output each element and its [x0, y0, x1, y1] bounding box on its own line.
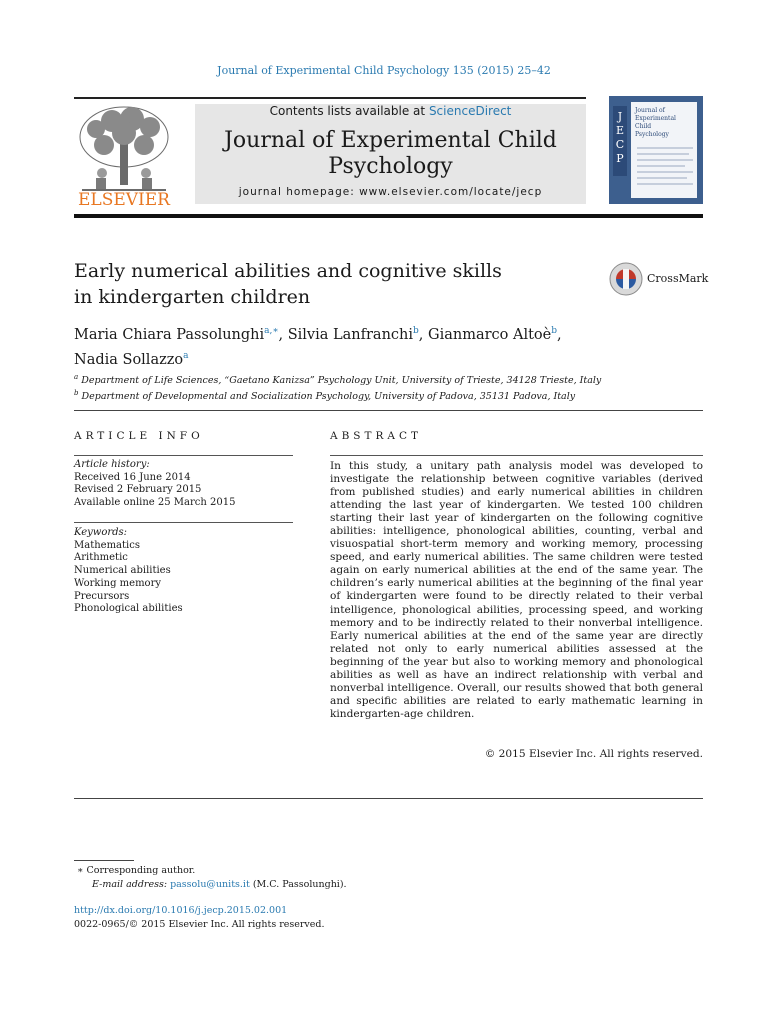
article-history: Article history: Received 16 June 2014 Revised 2 February 2015 Available online 25 March 2015 [74, 459, 294, 510]
author-name[interactable]: Nadia Sollazzo [74, 351, 184, 368]
sciencedirect-link[interactable]: ScienceDirect [428, 104, 512, 118]
journal-homepage: journal homepage: www.elsevier.com/locate/jecp [238, 186, 543, 198]
abstract-text: In this study, a unitary path analysis model was developed to investigate the relationship between cognitive variables (derived from published studies) and early numerical abilities in children attending the last year of kindergarten. We tested 100 children starting their last year of kindergarten on the following cognitive abilities: intelligence, phonological abilities, counting, verbal and visuospatial short-term memory and working memory, processing speed, and early numerical abilities. The same children were tested again on early numerical abilities at the end of the same year. The children’s early numerical abilities at the beginning of the final year of kindergarten were found to be directly related to their verbal intelligence, phonological abilities, processing speed, and working memory and to be indirectly related to their nonverbal intelligence. Early numerical abilities at the end of the same year are directly related not only to early numerical abilities assessed at the beginning of the year but also to working memory and phonological abilities as well as have an indirect relationship with verbal and nonverbal intelligence. Overall, our results showed that both general and specific abilities are related to early mathematic learning in kindergarten-age children. [330, 460, 703, 720]
svg-text:P: P [616, 152, 624, 165]
journal-cover-image [609, 96, 703, 204]
crossmark-badge[interactable] [609, 262, 709, 296]
keywords: Keywords: Mathematics Arithmetic Numerical abilities Working memory Precursors Phonological abilities [74, 527, 294, 616]
author-affiliation-mark[interactable]: b [551, 326, 558, 336]
affiliations [74, 371, 704, 403]
history-online: Available online 25 March 2015 [74, 497, 236, 509]
keyword: Arithmetic [74, 552, 128, 564]
journal-title: Journal of Experimental Child Psychology [224, 128, 557, 179]
author-name[interactable]: Maria Chiara Passolunghi [74, 326, 265, 343]
keyword: Phonological abilities [74, 603, 183, 615]
bottom-rule [74, 798, 703, 799]
header-top-rule [74, 97, 586, 99]
svg-text:E: E [615, 124, 625, 137]
article-info-rule [74, 455, 293, 456]
affiliation-a: $^a$ Department of Life Sciences, “Gaetano Kanizsa” Psychology Unit, University of Trieste, 34128 Trieste, Italy [74, 373, 602, 387]
svg-text:Journal of: Journal of [635, 107, 665, 114]
header-thick-rule [74, 214, 703, 218]
author-name[interactable]: Silvia Lanfranchi [287, 326, 414, 343]
keyword: Precursors [74, 590, 130, 602]
author-name[interactable]: Gianmarco Altoè [428, 326, 552, 343]
crossmark-label: CrossMark [647, 272, 709, 285]
abstract-copyright: © 2015 Elsevier Inc. All rights reserved. [484, 748, 703, 760]
issn-copyright: 0022-0965/© 2015 Elsevier Inc. All rights reserved. [74, 919, 325, 930]
contents-line: Contents lists available at ScienceDirect [269, 104, 512, 118]
author-affiliation-mark[interactable]: a [183, 350, 189, 361]
svg-text:Experimental: Experimental [635, 115, 676, 122]
elsevier-logo [74, 103, 174, 207]
svg-text:Child: Child [635, 123, 652, 130]
article-title: Early numerical abilities and cognitive skills in kindergarten children [74, 260, 502, 308]
svg-text:Psychology: Psychology [635, 131, 669, 138]
keyword: Numerical abilities [74, 565, 171, 577]
keyword: Working memory [74, 577, 162, 589]
crossmark-icon [609, 262, 645, 296]
section-rule [74, 410, 703, 411]
svg-text:C: C [615, 138, 625, 151]
abstract-heading: ABSTRACT [330, 430, 423, 442]
journal-reference[interactable]: Journal of Experimental Child Psychology 135 (2015) 25–42 [217, 64, 551, 77]
footnote-rule [74, 860, 134, 861]
affiliation-b: $^b$ Department of Developmental and Socialization Psychology, University of Padova, 35131 Padova, Italy [74, 389, 576, 403]
article-info-heading: ARTICLE INFO [74, 430, 204, 442]
abstract-rule [330, 455, 703, 456]
author-affiliation-mark[interactable]: b [413, 326, 419, 336]
keywords-rule [74, 522, 293, 523]
author-affiliation-mark[interactable]: a,∗ [264, 326, 279, 336]
corresponding-author-footnote: ∗ Corresponding author. E-mail address: passolu@units.it (M.C. Passolunghi). [77, 865, 347, 890]
email-link[interactable]: passolu@units.it [170, 879, 250, 890]
author-list: Maria Chiara Passolunghi$^{a,∗}$, Silvia Lanfranchi$^b$, Gianmarco Altoè$^b$, Nadia Sollazzo$^a$ [74, 326, 562, 368]
doi-link[interactable]: http://dx.doi.org/10.1016/j.jecp.2015.02.001 [74, 905, 288, 916]
keyword: Mathematics [74, 539, 140, 551]
elsevier-logo-text: ELSEVIER [78, 190, 170, 207]
history-revised: Revised 2 February 2015 [74, 484, 202, 496]
homepage-link[interactable]: www.elsevier.com/locate/jecp [359, 186, 543, 198]
svg-text:J: J [617, 110, 623, 123]
history-received: Received 16 June 2014 [74, 471, 191, 483]
